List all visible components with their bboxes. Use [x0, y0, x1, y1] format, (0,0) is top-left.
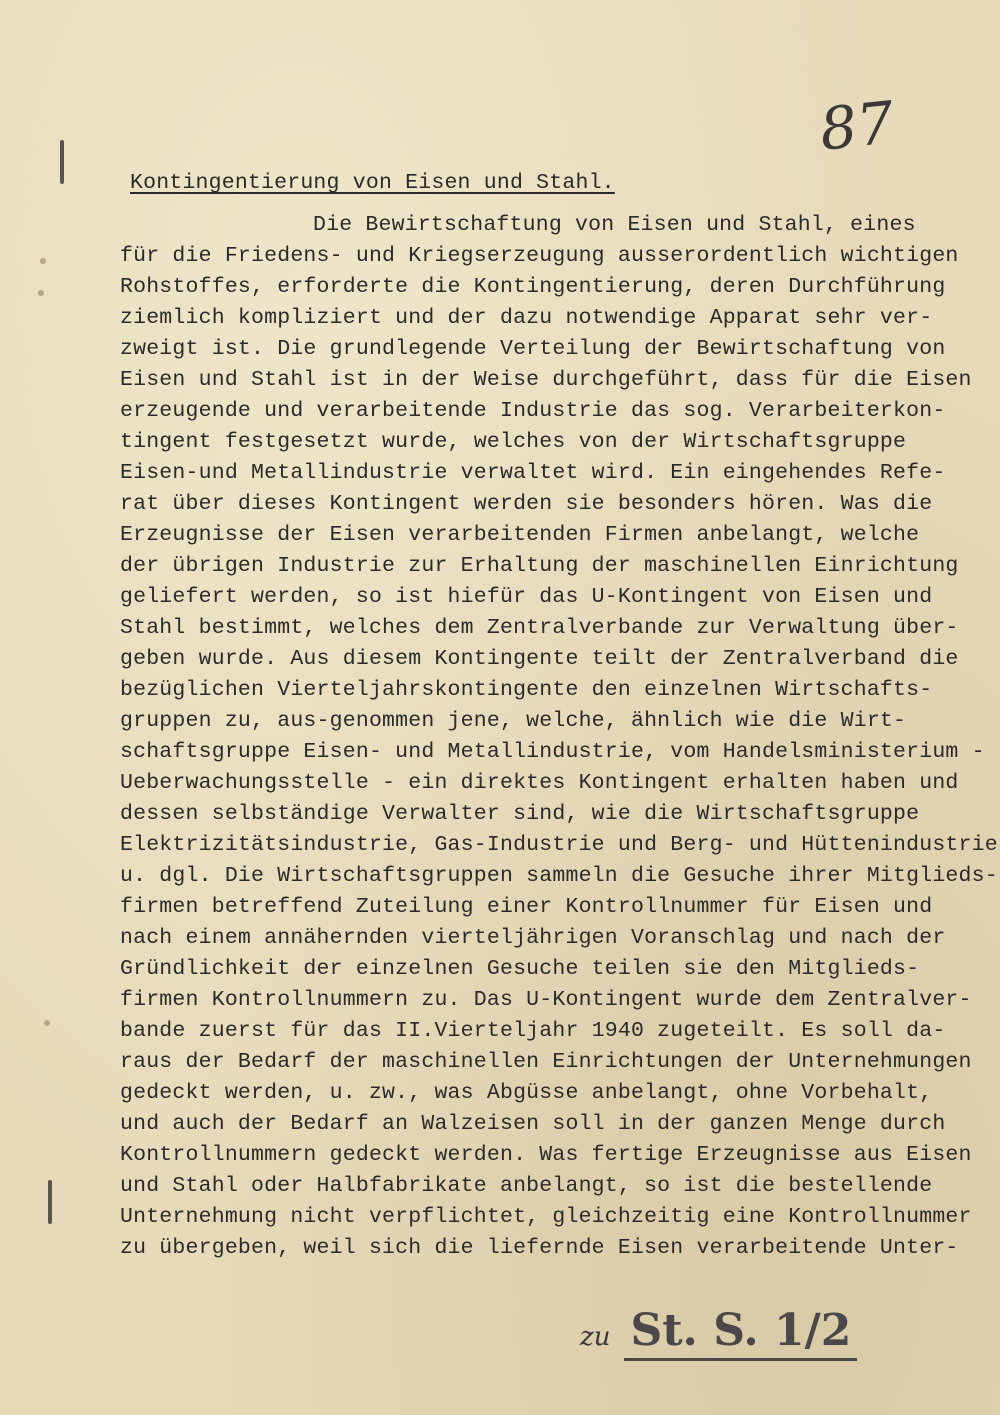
- text-line: Stahl bestimmt, welches dem Zentralverbande zur Verwaltung über-: [120, 616, 959, 640]
- text-line: gedeckt werden, u. zw., was Abgüsse anbelangt, ohne Vorbehalt,: [120, 1081, 933, 1105]
- footer-reference-stamp: [580, 1305, 857, 1361]
- text-line: rat über dieses Kontingent werden sie besonders hören. Was die: [120, 492, 933, 516]
- text-line: firmen betreffend Zuteilung einer Kontrollnummer für Eisen und: [120, 895, 933, 919]
- text-line: geliefert werden, so ist hiefür das U-Kontingent von Eisen und: [120, 585, 933, 609]
- text-line: dessen selbständige Verwalter sind, wie die Wirtschaftsgruppe: [120, 802, 920, 826]
- text-line: Unternehmung nicht verpflichtet, gleichzeitig eine Kontrollnummer: [120, 1205, 972, 1229]
- margin-pencil-mark: [60, 140, 64, 184]
- text-line: und Stahl oder Halbfabrikate anbelangt, so ist die bestellende: [120, 1174, 933, 1198]
- text-line: Kontrollnummern gedeckt werden. Was fertige Erzeugnisse aus Eisen: [120, 1143, 972, 1167]
- handwritten-prefix: zu: [580, 1322, 611, 1352]
- text-line: erzeugende und verarbeitende Industrie das sog. Verarbeiterkon-: [120, 399, 946, 423]
- text-line: tingent festgesetzt wurde, welches von der Wirtschaftsgruppe: [120, 430, 907, 454]
- text-line: nach einem annähernden vierteljährigen Voranschlag und nach der: [120, 926, 946, 950]
- text-line: zweigt ist. Die grundlegende Verteilung der Bewirtschaftung von: [120, 337, 946, 361]
- text-line: Die Bewirtschaftung von Eisen und Stahl, eines: [313, 213, 916, 237]
- punch-hole: [44, 1020, 50, 1026]
- text-line: Gründlichkeit der einzelnen Gesuche teilen sie den Mitglieds-: [120, 957, 920, 981]
- punch-hole: [40, 258, 46, 264]
- text-line: u. dgl. Die Wirtschaftsgruppen sammeln die Gesuche ihrer Mitglieds-: [120, 864, 998, 888]
- text-line: der übrigen Industrie zur Erhaltung der maschinellen Einrichtung: [120, 554, 959, 578]
- text-line: ziemlich kompliziert und der dazu notwendige Apparat sehr ver-: [120, 306, 933, 330]
- text-line: bande zuerst für das II.Vierteljahr 1940 zugeteilt. Es soll da-: [120, 1019, 946, 1043]
- text-line: Elektrizitätsindustrie, Gas-Industrie und Berg- und Hüttenindustrie: [120, 833, 998, 857]
- text-line: Eisen und Stahl ist in der Weise durchgeführt, dass für die Eisen: [120, 368, 972, 392]
- text-line: Rohstoffes, erforderte die Kontingentierung, deren Durchführung: [120, 275, 946, 299]
- handwritten-page-number: 87: [816, 88, 898, 164]
- punch-hole: [38, 290, 44, 296]
- text-line: schaftsgruppe Eisen- und Metallindustrie, vom Handelsministerium -: [120, 740, 985, 764]
- document-title: Kontingentierung von Eisen und Stahl.: [130, 171, 615, 195]
- text-line: Erzeugnisse der Eisen verarbeitenden Firmen anbelangt, welche: [120, 523, 920, 547]
- margin-pencil-mark: [48, 1180, 52, 1224]
- text-line: Ueberwachungsstelle - ein direktes Kontingent erhalten haben und: [120, 771, 959, 795]
- stamped-reference: St. S. 1/2: [624, 1305, 857, 1361]
- text-line: Eisen-und Metallindustrie verwaltet wird. Ein eingehendes Refe-: [120, 461, 946, 485]
- text-line: firmen Kontrollnummern zu. Das U-Kontingent wurde dem Zentralver-: [120, 988, 972, 1012]
- text-line: und auch der Bedarf an Walzeisen soll in der ganzen Menge durch: [120, 1112, 946, 1136]
- text-line: gruppen zu, aus-genommen jene, welche, ähnlich wie die Wirt-: [120, 709, 907, 733]
- text-line: für die Friedens- und Kriegserzeugung ausserordentlich wichtigen: [120, 244, 959, 268]
- text-line: geben wurde. Aus diesem Kontingente teilt der Zentralverband die: [120, 647, 959, 671]
- text-line: bezüglichen Vierteljahrskontingente den einzelnen Wirtschafts-: [120, 678, 933, 702]
- text-line: raus der Bedarf der maschinellen Einrichtungen der Unternehmungen: [120, 1050, 972, 1074]
- body-text: [120, 210, 998, 1264]
- text-line: zu übergeben, weil sich die liefernde Eisen verarbeitende Unter-: [120, 1236, 959, 1260]
